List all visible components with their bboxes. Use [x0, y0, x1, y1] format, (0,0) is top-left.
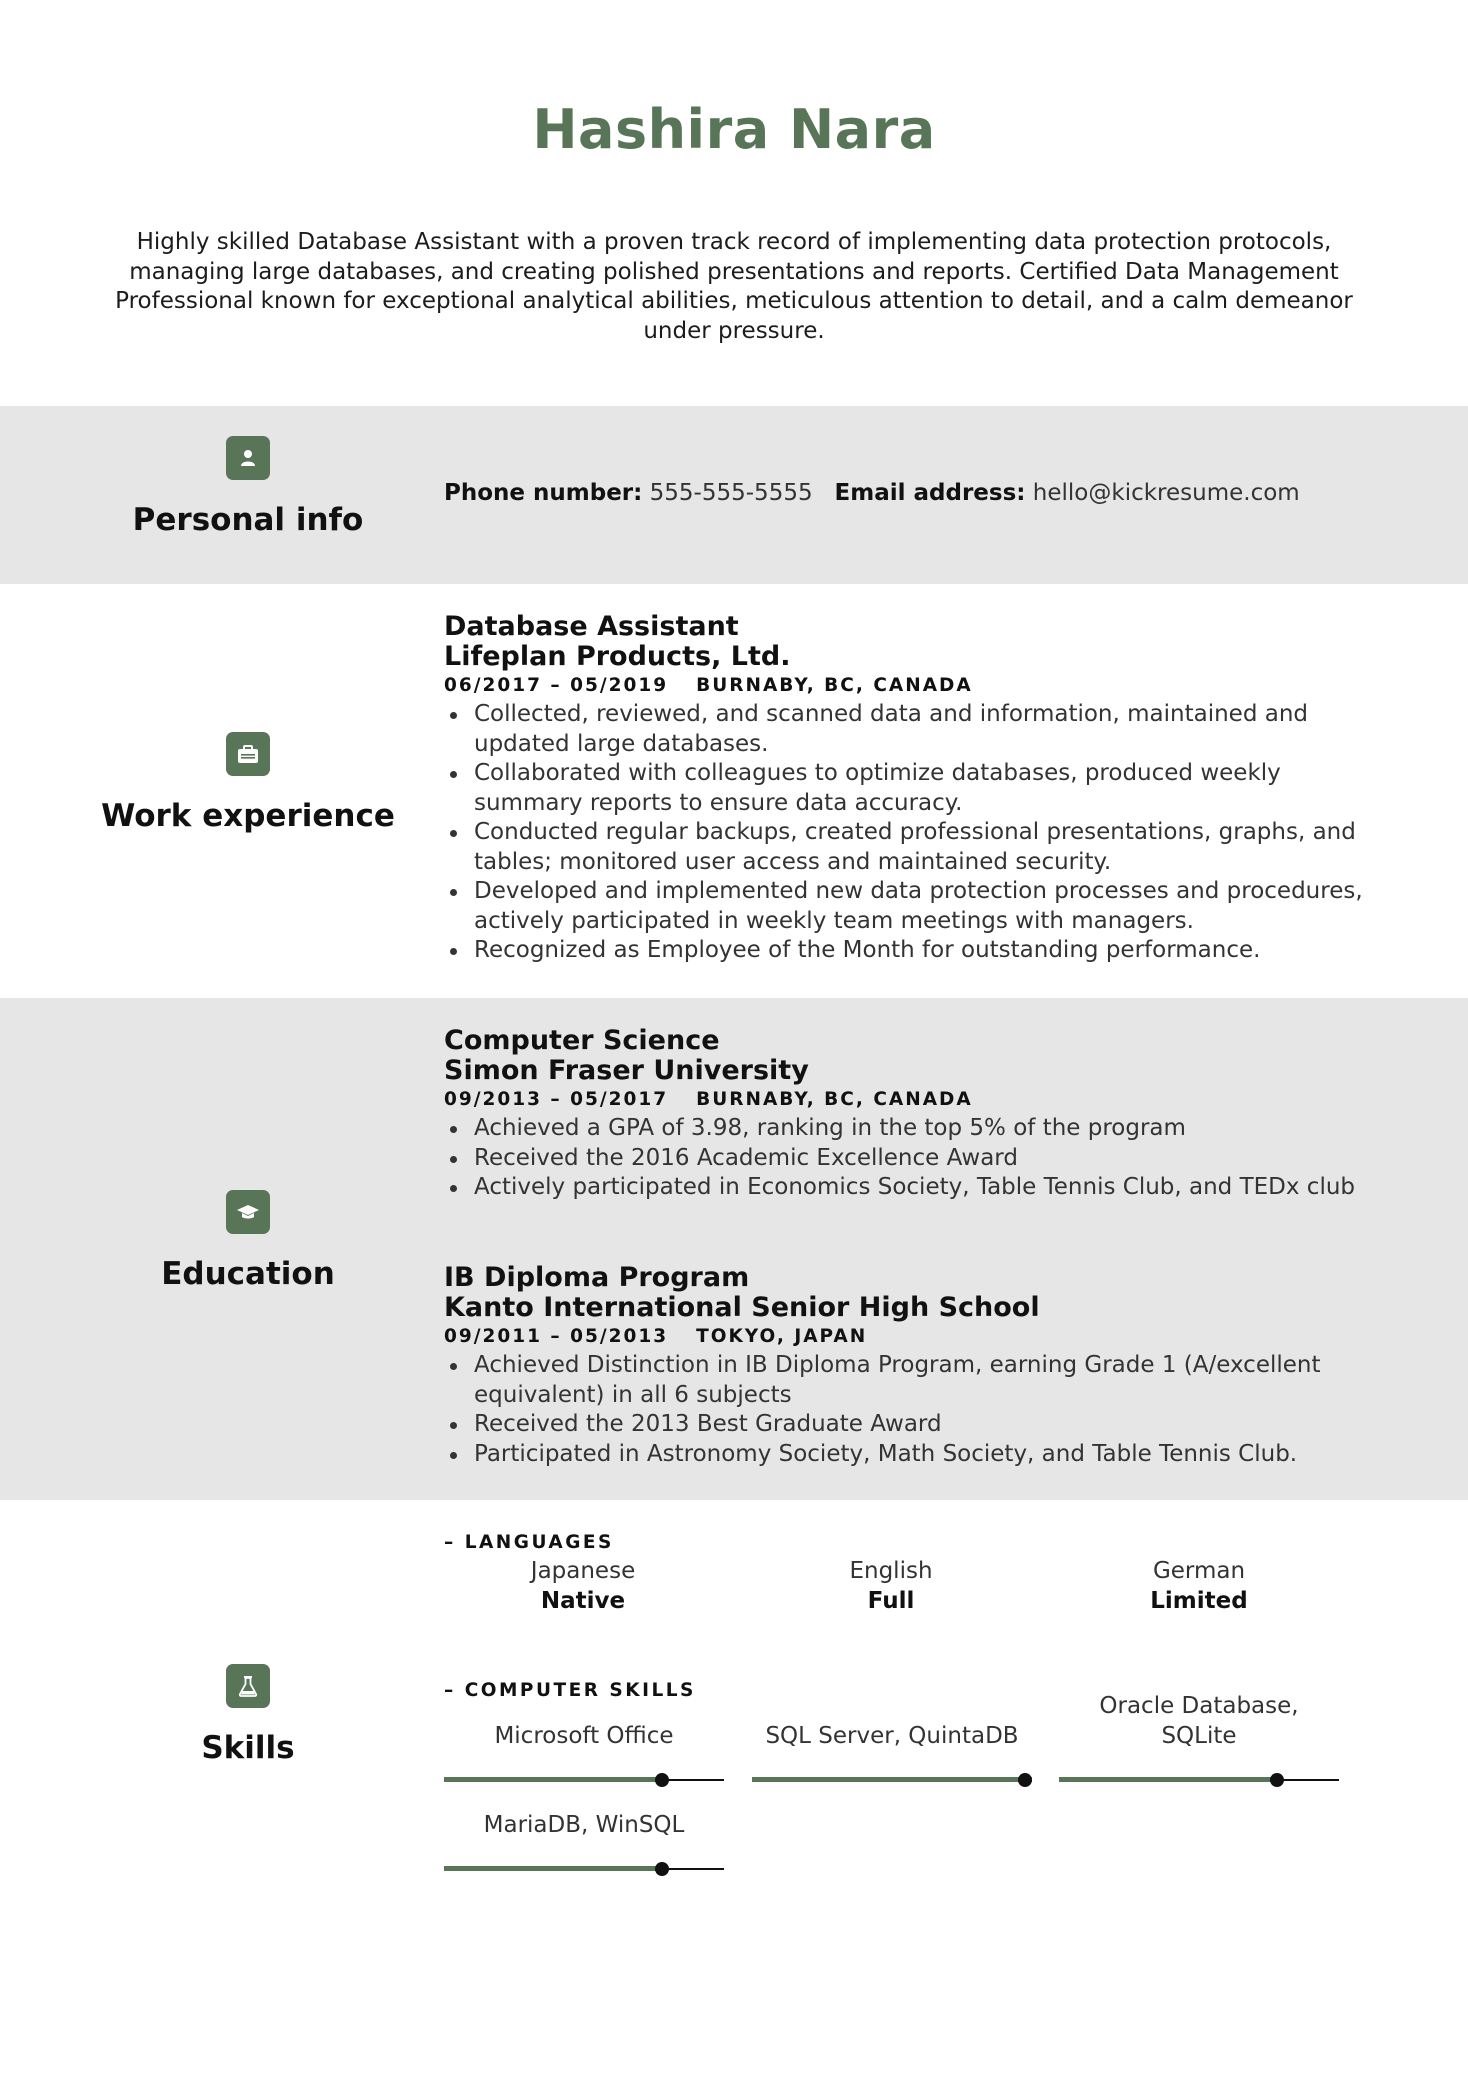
degree: IB Diploma Program	[444, 1262, 750, 1293]
list-item: Conducted regular backups, created professional presentations, graphs, and tables; monitored user access and maintained security.	[444, 818, 1364, 877]
email-label: Email address:	[834, 480, 1026, 506]
job-entry	[444, 612, 1364, 966]
phone-label: Phone number:	[444, 480, 643, 506]
candidate-name: Hashira Nara	[532, 98, 936, 161]
skill-item	[444, 1723, 724, 1781]
skill-name: MariaDB, WinSQL	[483, 1812, 685, 1838]
education-dates: 09/2011 – 05/2013	[444, 1326, 669, 1347]
job-position: Database Assistant	[444, 611, 739, 642]
list-item: Recognized as Employee of the Month for outstanding performance.	[444, 936, 1364, 966]
skill-level-knob	[655, 1862, 669, 1876]
skill-level-knob	[1270, 1773, 1284, 1787]
section-title-personal-info: Personal info	[132, 502, 364, 538]
graduation-cap-icon	[226, 1190, 270, 1234]
profile-summary: Highly skilled Database Assistant with a proven track record of implementing data protection protocols, managing large databases, and creating polished presentations and reports. Certified Data Management Professional known for exceptional analytical abilities, meticulous attention to detail, and a calm demeanor under pressure.	[115, 229, 1353, 344]
contact-line	[444, 480, 1364, 506]
languages-heading: – LANGUAGES	[444, 1532, 614, 1553]
language-item	[741, 1556, 1041, 1616]
email-value: hello@kickresume.com	[1032, 480, 1300, 506]
education-dates: 09/2013 – 05/2017	[444, 1089, 669, 1110]
skill-name: Oracle Database, SQLite	[1099, 1693, 1299, 1749]
list-item: Developed and implemented new data protection processes and procedures, actively participated in weekly team meetings with managers.	[444, 877, 1364, 936]
list-item: Achieved a GPA of 3.98, ranking in the top 5% of the program	[444, 1114, 1364, 1144]
skill-item	[444, 1812, 724, 1870]
skill-name: SQL Server, QuintaDB	[765, 1723, 1019, 1749]
job-bullets	[444, 700, 1364, 966]
language-level: Limited	[1150, 1588, 1248, 1614]
list-item: Actively participated in Economics Society, Table Tennis Club, and TEDx club	[444, 1173, 1364, 1203]
job-dates: 06/2017 – 05/2019	[444, 675, 669, 696]
skill-level-knob	[655, 1773, 669, 1787]
job-location: BURNABY, BC, CANADA	[696, 675, 973, 696]
list-item: Collected, reviewed, and scanned data and information, maintained and updated large databases.	[444, 700, 1364, 759]
skill-item	[1059, 1693, 1339, 1781]
education-location: BURNABY, BC, CANADA	[696, 1089, 973, 1110]
school: Kanto International Senior High School	[444, 1292, 1040, 1323]
education-location: TOKYO, JAPAN	[696, 1326, 868, 1347]
job-meta	[444, 672, 1364, 700]
language-name: German	[1152, 1558, 1246, 1584]
skill-level-fill	[444, 1866, 662, 1871]
skill-name: Microsoft Office	[494, 1723, 674, 1749]
school: Simon Fraser University	[444, 1055, 809, 1086]
list-item: Received the 2013 Best Graduate Award	[444, 1410, 1364, 1440]
education-meta	[444, 1086, 1364, 1114]
language-name: Japanese	[530, 1558, 636, 1584]
list-item: Participated in Astronomy Society, Math Society, and Table Tennis Club.	[444, 1440, 1364, 1470]
work-experience-section	[0, 584, 1468, 998]
education-meta	[444, 1323, 1364, 1351]
education-bullets	[444, 1351, 1364, 1469]
language-name: English	[849, 1558, 933, 1584]
skill-level-fill	[752, 1777, 1032, 1782]
section-title-education: Education	[161, 1256, 335, 1292]
degree: Computer Science	[444, 1025, 720, 1056]
language-item	[433, 1556, 733, 1616]
briefcase-icon	[226, 732, 270, 776]
skills-section	[0, 1500, 1468, 1940]
job-company: Lifeplan Products, Ltd.	[444, 641, 791, 672]
personal-info-section	[0, 406, 1468, 584]
education-entry	[444, 1026, 1364, 1203]
language-item	[1049, 1556, 1349, 1616]
education-section	[0, 998, 1468, 1500]
phone-value: 555-555-5555	[649, 480, 813, 506]
skill-item	[752, 1723, 1032, 1781]
person-icon	[226, 436, 270, 480]
skill-level-fill	[1059, 1777, 1277, 1782]
list-item: Received the 2016 Academic Excellence Award	[444, 1144, 1364, 1174]
education-bullets	[444, 1114, 1364, 1203]
language-level: Full	[867, 1588, 915, 1614]
flask-icon	[226, 1664, 270, 1708]
language-level: Native	[540, 1588, 626, 1614]
section-title-skills: Skills	[201, 1730, 295, 1766]
computer-skills-heading: – COMPUTER SKILLS	[444, 1680, 696, 1701]
skill-level-fill	[444, 1777, 662, 1782]
section-title-work-experience: Work experience	[101, 798, 395, 834]
list-item: Collaborated with colleagues to optimize databases, produced weekly summary reports to ensure data accuracy.	[444, 759, 1364, 818]
education-entry	[444, 1263, 1364, 1469]
list-item: Achieved Distinction in IB Diploma Program, earning Grade 1 (A/excellent equivalent) in all 6 subjects	[444, 1351, 1364, 1410]
skill-level-knob	[1018, 1773, 1032, 1787]
